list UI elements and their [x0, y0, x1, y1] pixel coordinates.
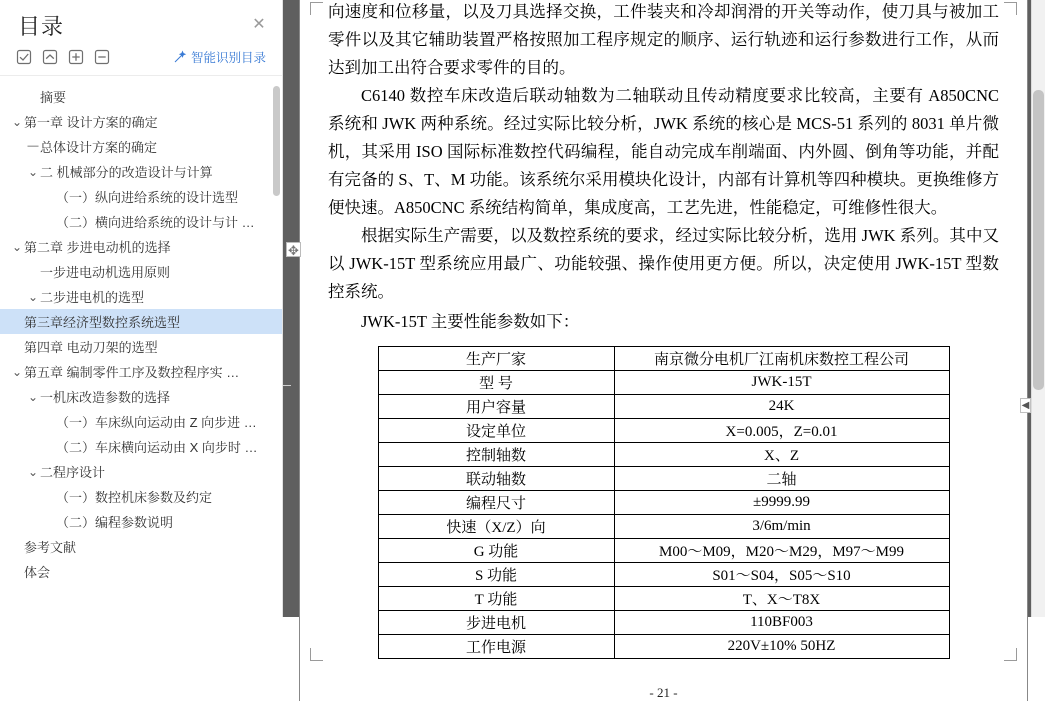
magic-wand-icon [173, 50, 187, 64]
outline-item[interactable] [0, 259, 282, 284]
outline-item[interactable] [0, 459, 282, 484]
outline-sidebar [0, 0, 283, 617]
outline-item[interactable] [0, 559, 282, 584]
ruler-tick [283, 385, 291, 386]
table-cell-value: T、X～T8X [614, 587, 949, 611]
table-cell-key: 工作电源 [378, 635, 614, 659]
smart-outline-label: 智能识别目录 [190, 51, 266, 65]
table-cell-value: S01～S04，S05～S10 [614, 563, 949, 587]
page-number: - 21 - [649, 685, 678, 700]
outline-item-label: 第五章 编制零件工序及数控程序实 … [24, 365, 240, 380]
outline-item[interactable] [0, 284, 282, 309]
outline-item-label: 第二章 步进电动机的选择 [24, 240, 171, 255]
table-row [378, 467, 949, 491]
expand-icon[interactable] [66, 47, 86, 67]
outline-item-label: 一步进电动机选用原则 [40, 265, 171, 280]
table-row [378, 563, 949, 587]
outline-item-label: 第一章 设计方案的确定 [24, 115, 158, 130]
table-cell-value: ±9999.99 [614, 491, 949, 515]
outline-item[interactable] [0, 409, 282, 434]
outline-item-label: 二步进电机的选型 [40, 290, 145, 305]
table-row [378, 395, 949, 419]
table-cell-value: X=0.005，Z=0.01 [614, 419, 949, 443]
spec-table [378, 346, 950, 659]
outline-item-label: 第四章 电动刀架的选型 [24, 340, 158, 355]
outline-toolbar [0, 43, 282, 73]
table-cell-key: T 功能 [378, 587, 614, 611]
table-cell-value: X、Z [614, 443, 949, 467]
table-cell-value: 220V±10% 50HZ [614, 635, 949, 659]
chevron-down-icon[interactable]: ⌄ [11, 364, 23, 379]
outline-item[interactable] [0, 159, 282, 184]
checkbox-select-icon[interactable] [14, 47, 34, 67]
sidebar-scrollbar-thumb[interactable] [273, 86, 280, 196]
table-row [378, 539, 949, 563]
table-cell-key: 编程尺寸 [378, 491, 614, 515]
paragraph-3: 根据实际生产需要，以及数控系统的要求，经过实际比较分析，选用 JWK 系列。其中又以 JWK-15T 型系统应用最广、功能较强、操作使用更方便。所以，决定使用 JWK-15T 型数控系统。 [328, 226, 999, 301]
outline-item[interactable] [0, 209, 282, 234]
table-cell-key: 设定单位 [378, 419, 614, 443]
table-row [378, 347, 949, 371]
chevron-down-icon[interactable]: ⌄ [27, 164, 39, 179]
close-icon[interactable]: ✕ [252, 15, 266, 33]
table-cell-value: 110BF003 [614, 611, 949, 635]
table-cell-key: S 功能 [378, 563, 614, 587]
table-cell-key: G 功能 [378, 539, 614, 563]
table-cell-value: 南京微分电机厂江南机床数控工程公司 [614, 347, 949, 371]
chevron-down-icon[interactable]: ⌄ [27, 464, 39, 479]
table-row [378, 515, 949, 539]
chevron-down-icon[interactable]: ⌄ [11, 239, 23, 254]
outline-item-label: （二）横向进给系统的设计与计 … [56, 215, 255, 230]
table-row [378, 491, 949, 515]
outline-item-label: 一机床改造参数的选择 [40, 390, 171, 405]
page-content [300, 0, 1027, 701]
outline-item-label: （一）车床纵向运动由 Z 向步进 … [56, 415, 257, 430]
outline-item-label: 摘要 [40, 90, 67, 105]
table-cell-key: 步进电机 [378, 611, 614, 635]
document-page [288, 0, 1027, 701]
panel-toggle-tab[interactable]: ◀ [1021, 400, 1030, 411]
outline-item[interactable] [0, 359, 282, 384]
outline-item-label: （一）纵向进给系统的设计选型 [56, 190, 239, 205]
outline-header [0, 0, 282, 43]
outline-tree[interactable] [0, 80, 282, 640]
document-viewport [283, 0, 1045, 700]
crop-mark-top-left [310, 2, 323, 15]
document-scrollbar-track[interactable] [1031, 0, 1045, 617]
outline-item[interactable] [0, 184, 282, 209]
outline-item[interactable] [0, 134, 282, 159]
table-cell-value: 24K [614, 395, 949, 419]
outline-item-label: 第三章经济型数控系统选型 [24, 315, 181, 330]
table-row [378, 443, 949, 467]
outline-item[interactable] [0, 109, 282, 134]
table-row [378, 587, 949, 611]
outline-item[interactable] [0, 509, 282, 534]
table-cell-key: 生产厂家 [378, 347, 614, 371]
dash-icon[interactable]: — [27, 140, 39, 152]
table-cell-value: 3/6m/min [614, 515, 949, 539]
outline-item-label: （二）车床横向运动由 X 向步时 … [56, 440, 258, 455]
table-caption: JWK-15T 主要性能参数如下： [361, 312, 580, 331]
outline-item[interactable] [0, 234, 282, 259]
outline-item-label: 体会 [24, 565, 51, 580]
table-cell-value: 二轴 [614, 467, 949, 491]
outline-item-label: 总体设计方案的确定 [40, 140, 158, 155]
paragraph-1: 向速度和位移量，以及刀具选择交换，工件装夹和冷却润滑的开关等动作，使刀具与被加工零件以及其它辅助装置严格按照加工程序规定的顺序、运行轨迹和运行参数进行工作，从而达到加工出符合要求零件的目的。 [328, 2, 999, 77]
table-cell-key: 快速（X/Z）向 [378, 515, 614, 539]
table-cell-value: M00～M09，M20～M29，M97～M99 [614, 539, 949, 563]
outline-item-label: 二 机械部分的改造设计与计算 [40, 165, 213, 180]
toolbar-divider [0, 75, 282, 76]
table-cell-key: 控制轴数 [378, 443, 614, 467]
document-scrollbar-thumb[interactable] [1033, 90, 1044, 390]
outline-item-label: 二程序设计 [40, 465, 106, 480]
outline-item[interactable] [0, 384, 282, 409]
table-row [378, 611, 949, 635]
outline-item-label: 参考文献 [24, 540, 77, 555]
move-handle-icon[interactable]: ✥ [286, 242, 301, 257]
outline-item-label: （二）编程参数说明 [56, 515, 174, 530]
smart-outline-button[interactable] [173, 48, 270, 66]
outline-title: 目录 [18, 14, 65, 39]
paragraph-2: C6140 数控车床改造后联动轴数为二轴联动且传动精度要求比较高，主要有 A850CNC 系统和 JWK 两种系统。经过实际比较分析，JWK 系统的核心是 MCS-51 系列的 8031 单片微机，其采用 ISO 国际标准数控代码编程，能自动完成车削端面、内外圆、倒角等功能，并配有完备的 S、T、M 功能。该系统尔采用模块化设计，内部有计算机等四种模块。更换维修方便快速。A850CNC 系统结构简单，集成度高，工艺先进，性能稳定，可维修性很大。 [328, 86, 999, 217]
crop-mark-bottom-left [310, 648, 323, 661]
chevron-down-icon[interactable]: ⌄ [27, 289, 39, 304]
table-cell-key: 用户容量 [378, 395, 614, 419]
outline-item[interactable] [0, 534, 282, 559]
outline-item[interactable] [0, 334, 282, 359]
table-cell-key: 型 号 [378, 371, 614, 395]
crop-mark-top-right [1004, 2, 1017, 15]
chevron-down-icon[interactable]: ⌄ [11, 114, 23, 129]
collapse-all-icon[interactable] [40, 47, 60, 67]
table-cell-value: JWK-15T [614, 371, 949, 395]
table-row [378, 419, 949, 443]
outline-item[interactable] [0, 484, 282, 509]
outline-item[interactable] [0, 309, 282, 334]
outline-item-label: （一）数控机床参数及约定 [56, 490, 213, 505]
table-row [378, 635, 949, 659]
table-row [378, 371, 949, 395]
outline-item[interactable] [0, 434, 282, 459]
crop-mark-bottom-right [1004, 648, 1017, 661]
outline-item[interactable] [0, 84, 282, 109]
chevron-down-icon[interactable]: ⌄ [27, 389, 39, 404]
table-cell-key: 联动轴数 [378, 467, 614, 491]
collapse-minus-icon[interactable] [92, 47, 112, 67]
